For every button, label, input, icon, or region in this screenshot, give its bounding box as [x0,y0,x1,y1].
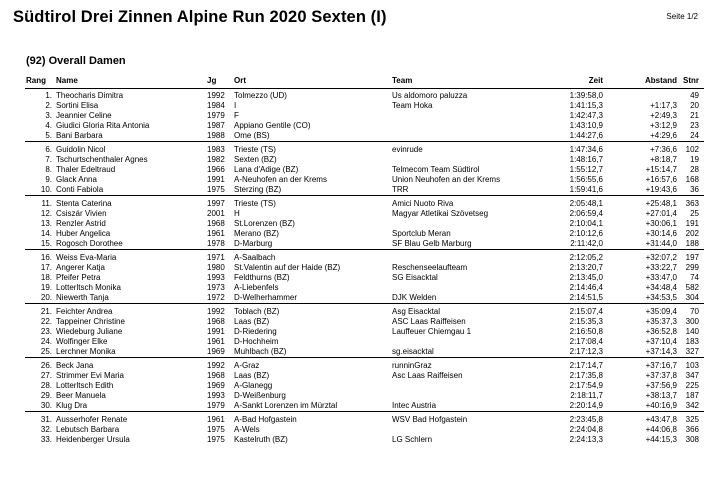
column-header-stnr: Stnr [683,76,699,85]
team-cell: TRR [392,185,409,194]
table-row [0,209,724,219]
location-cell: A-Neuhofen an der Krems [234,175,327,184]
table-row [0,175,724,185]
team-cell: Us aldomoro paluzza [392,91,468,100]
gap-cell: +31:44,0 [645,239,677,248]
bib-cell: 300 [685,317,699,326]
location-cell: Ome (BS) [234,131,270,140]
bib-cell: 183 [685,337,699,346]
bib-cell: 225 [685,381,699,390]
gap-cell: +37:37,8 [645,371,677,380]
rank-cell: 14. [40,229,52,238]
time-cell: 2:20:14,9 [569,401,603,410]
gap-cell: +35:09,4 [645,307,677,316]
name-cell: Wolfinger Elke [56,337,108,346]
table-row [0,145,724,155]
gap-cell: +8:18,7 [650,155,677,164]
table-row [0,253,724,263]
time-cell: 1:56:55,6 [569,175,603,184]
time-cell: 1:43:10,9 [569,121,603,130]
bib-cell: 103 [685,361,699,370]
bib-cell: 49 [690,91,699,100]
gap-cell: +44:06,8 [645,425,677,434]
table-row [0,415,724,425]
name-cell: Rogosch Dorothee [56,239,123,248]
time-cell: 1:47:34,6 [569,145,603,154]
table-row [0,273,724,283]
rank-cell: 19. [40,283,52,292]
team-cell: Asc Laas Raiffeisen [392,371,463,380]
column-header-jg: Jg [207,76,217,85]
gap-cell: +34:48,4 [645,283,677,292]
time-cell: 2:10:12,6 [569,229,603,238]
team-cell: Intec Austria [392,401,437,410]
bib-cell: 325 [685,415,699,424]
team-cell: Telmecom Team Südtirol [392,165,480,174]
bib-cell: 36 [690,185,699,194]
document-title: Südtirol Drei Zinnen Alpine Run 2020 Sexten (I) [13,8,387,26]
table-row [0,317,724,327]
location-cell: A-Glanegg [234,381,273,390]
birth-year-cell: 1993 [207,273,225,282]
name-cell: Wiedeburg Juliane [56,327,123,336]
gap-cell: +37:10,4 [645,337,677,346]
time-cell: 1:39:58,0 [569,91,603,100]
team-cell: evinrude [392,145,423,154]
column-header-rank: Rang [26,76,46,85]
birth-year-cell: 1968 [207,317,225,326]
gap-cell: +37:14,3 [645,347,677,356]
table-row [0,101,724,111]
birth-year-cell: 1982 [207,155,225,164]
bib-cell: 187 [685,391,699,400]
birth-year-cell: 1993 [207,391,225,400]
birth-year-cell: 1991 [207,327,225,336]
table-row [0,307,724,317]
rank-cell: 21. [40,307,52,316]
bib-cell: 140 [685,327,699,336]
location-cell: A-Sankt Lorenzen im Mürztal [234,401,338,410]
rank-cell: 31. [40,415,52,424]
rank-cell: 6. [45,145,52,154]
time-cell: 2:24:13,3 [569,435,603,444]
team-cell: Union Neuhofen an der Krems [392,175,501,184]
table-row [0,185,724,195]
team-cell: WSV Bad Hofgastein [392,415,468,424]
bib-cell: 168 [685,175,699,184]
name-cell: Weiss Eva-Maria [56,253,117,262]
table-row [0,391,724,401]
name-cell: Ausserhofer Renate [56,415,128,424]
team-cell: LG Schlern [392,435,433,444]
bib-cell: 21 [690,111,699,120]
team-cell: ASC Laas Raiffeisen [392,317,466,326]
birth-year-cell: 1978 [207,239,225,248]
table-row [0,381,724,391]
name-cell: Jeannier Celine [56,111,112,120]
rank-cell: 30. [40,401,52,410]
location-cell: Laas (BZ) [234,371,270,380]
bib-cell: 28 [690,165,699,174]
birth-year-cell: 1992 [207,91,225,100]
team-cell: sg.eisacktal [392,347,434,356]
table-row [0,91,724,101]
birth-year-cell: 1975 [207,435,225,444]
time-cell: 2:11:42,0 [570,239,603,248]
gap-cell: +16:57,6 [645,175,677,184]
team-cell: Sportclub Meran [392,229,451,238]
name-cell: Guidolin Nicol [56,145,106,154]
table-row [0,425,724,435]
birth-year-cell: 2001 [207,209,225,218]
name-cell: Feichter Andrea [56,307,113,316]
time-cell: 2:17:08,4 [569,337,603,346]
birth-year-cell: 1971 [207,253,225,262]
bib-cell: 191 [685,219,699,228]
location-cell: Laas (BZ) [234,317,270,326]
rank-cell: 22. [40,317,52,326]
birth-year-cell: 1979 [207,401,225,410]
location-cell: Tolmezzo (UD) [234,91,287,100]
birth-year-cell: 1992 [207,361,225,370]
location-cell: Sterzing (BZ) [234,185,282,194]
name-cell: Theocharis Dimitra [56,91,124,100]
name-cell: Huber Angelica [56,229,111,238]
table-row [0,229,724,239]
location-cell: Appiano Gentile (CO) [234,121,311,130]
column-header-ort: Ort [234,76,246,85]
gap-cell: +30:06,1 [645,219,677,228]
rank-cell: 27. [40,371,52,380]
location-cell: Lana d'Adige (BZ) [234,165,299,174]
name-cell: Thaler Edeltraud [56,165,116,174]
table-row [0,111,724,121]
table-row [0,199,724,209]
bib-cell: 23 [690,121,699,130]
name-cell: Tschurtschenthaler Agnes [56,155,148,164]
table-row [0,283,724,293]
table-row [0,131,724,141]
birth-year-cell: 1975 [207,425,225,434]
bib-cell: 19 [690,155,699,164]
name-cell: Lotterltsch Monika [56,283,121,292]
gap-cell: +27:01,4 [645,209,677,218]
gap-cell: +7:36,6 [650,145,677,154]
location-cell: Sexten (BZ) [234,155,277,164]
category-title: (92) Overall Damen [26,55,126,67]
location-cell: Trieste (TS) [234,199,276,208]
table-row [0,327,724,337]
gap-cell: +34:53,5 [645,293,677,302]
time-cell: 2:17:54,9 [569,381,603,390]
time-cell: 2:14:46,4 [569,283,603,292]
location-cell: Kastelruth (BZ) [234,435,288,444]
name-cell: Bani Barbara [56,131,103,140]
time-cell: 2:17:14,7 [569,361,603,370]
table-row [0,361,724,371]
time-cell: 1:55:12,7 [569,165,603,174]
bib-cell: 347 [685,371,699,380]
time-cell: 2:17:35,8 [569,371,603,380]
table-row [0,219,724,229]
rank-cell: 32. [40,425,52,434]
location-cell: St.Lorenzen (BZ) [234,219,295,228]
rank-cell: 11. [41,199,52,208]
birth-year-cell: 1983 [207,145,225,154]
rank-cell: 16. [40,253,52,262]
location-cell: D-Welherhammer [234,293,297,302]
rank-cell: 15. [40,239,52,248]
rank-cell: 20. [40,293,52,302]
team-cell: Asg Eisacktal [392,307,441,316]
time-cell: 1:48:16,7 [569,155,603,164]
location-cell: A-Saalbach [234,253,276,262]
gap-cell: +15:14,7 [645,165,677,174]
time-cell: 2:15:35,3 [569,317,603,326]
table-row [0,347,724,357]
bib-cell: 342 [685,401,699,410]
time-cell: 2:05:48,1 [569,199,603,208]
rank-cell: 13. [40,219,52,228]
column-header-name: Name [56,76,78,85]
team-cell: DJK Welden [392,293,437,302]
birth-year-cell: 1968 [207,371,225,380]
location-cell: Merano (BZ) [234,229,279,238]
bib-cell: 197 [685,253,699,262]
birth-year-cell: 1966 [207,165,225,174]
gap-cell: +32:07,2 [645,253,677,262]
time-cell: 1:42:47,3 [569,111,603,120]
gap-cell: +35:37,3 [645,317,677,326]
table-row [0,155,724,165]
location-cell: St.Valentin auf der Haide (BZ) [234,263,341,272]
bib-cell: 304 [685,293,699,302]
rank-cell: 29. [40,391,52,400]
location-cell: D-Marburg [234,239,273,248]
name-cell: Conti Fabiola [56,185,104,194]
time-cell: 2:14:51,5 [569,293,603,302]
time-cell: 2:06:59,4 [569,209,603,218]
birth-year-cell: 1984 [207,101,225,110]
gap-cell: +44:15,3 [645,435,677,444]
results-table-header [0,76,724,87]
time-cell: 2:18:11,7 [570,391,603,400]
birth-year-cell: 1991 [207,175,225,184]
bib-cell: 308 [685,435,699,444]
gap-cell: +33:47,0 [645,273,677,282]
name-cell: Lerchner Monika [56,347,116,356]
column-header-zeit: Zeit [588,76,603,85]
rank-cell: 24. [40,337,52,346]
bib-cell: 202 [685,229,699,238]
team-cell: runninGraz [392,361,432,370]
rank-cell: 33. [40,435,52,444]
rank-cell: 23. [40,327,52,336]
name-cell: Stenta Caterina [56,199,112,208]
location-cell: F [234,111,239,120]
birth-year-cell: 1975 [207,185,225,194]
bib-cell: 327 [685,347,699,356]
gap-cell: +33:22,7 [645,263,677,272]
location-cell: H [234,209,240,218]
table-row [0,263,724,273]
rank-cell: 3. [45,111,52,120]
table-row [0,337,724,347]
name-cell: Lotterltsch Edith [56,381,114,390]
birth-year-cell: 1961 [207,337,225,346]
rank-cell: 8. [45,165,52,174]
column-header-abstand: Abstand [645,76,677,85]
gap-cell: +38:13,7 [645,391,677,400]
birth-year-cell: 1997 [207,199,225,208]
rank-cell: 26. [40,361,52,370]
name-cell: Lebutsch Barbara [56,425,120,434]
gap-cell: +4:29,6 [650,131,677,140]
gap-cell: +1:17,3 [650,101,677,110]
name-cell: Csiszár Vivien [56,209,107,218]
gap-cell: +37:16,7 [645,361,677,370]
time-cell: 2:10:04,1 [569,219,603,228]
gap-cell: +40:16,9 [645,401,677,410]
time-cell: 1:59:41,6 [569,185,603,194]
team-cell: Team Hoka [392,101,433,110]
rank-cell: 2. [45,101,52,110]
bib-cell: 74 [690,273,699,282]
location-cell: A-Wels [234,425,260,434]
gap-cell: +43:47,8 [645,415,677,424]
bib-cell: 24 [690,131,699,140]
location-cell: Muhlbach (BZ) [234,347,287,356]
birth-year-cell: 1968 [207,219,225,228]
page-number: Seite 1/2 [666,12,698,21]
name-cell: Niewerth Tanja [56,293,109,302]
name-cell: Klug Dra [56,401,88,410]
bib-cell: 299 [685,263,699,272]
team-cell: SF Blau Gelb Marburg [392,239,472,248]
location-cell: I [234,101,237,110]
location-cell: A-Graz [234,361,260,370]
rank-cell: 17. [40,263,52,272]
time-cell: 2:24:04,8 [569,425,603,434]
location-cell: A-Bad Hofgastein [234,415,297,424]
location-cell: D-Riedering [234,327,277,336]
team-cell: Amici Nuoto Riva [392,199,454,208]
name-cell: Glack Anna [56,175,97,184]
team-cell: Magyar Atletikai Szövetseg [392,209,489,218]
rank-cell: 25. [40,347,52,356]
birth-year-cell: 1969 [207,381,225,390]
table-row [0,121,724,131]
rank-cell: 12. [40,209,52,218]
birth-year-cell: 1980 [207,263,225,272]
location-cell: Feldthurns (BZ) [234,273,290,282]
name-cell: Giudici Gloria Rita Antonia [56,121,150,130]
name-cell: Sortini Elisa [56,101,99,110]
location-cell: A-Liebenfels [234,283,279,292]
gap-cell: +3:12,9 [650,121,677,130]
rank-cell: 9. [45,175,52,184]
time-cell: 2:17:12,3 [569,347,603,356]
gap-cell: +25:48,1 [645,199,677,208]
birth-year-cell: 1988 [207,131,225,140]
birth-year-cell: 1987 [207,121,225,130]
location-cell: D-Weißenburg [234,391,286,400]
name-cell: Heidenberger Ursula [56,435,130,444]
rank-cell: 28. [40,381,52,390]
time-cell: 2:13:20,7 [569,263,603,272]
results-table [0,91,724,445]
name-cell: Renzler Astrid [56,219,106,228]
birth-year-cell: 1969 [207,347,225,356]
table-row [0,239,724,249]
time-cell: 2:23:45,8 [569,415,603,424]
gap-cell: +2:49,3 [650,111,677,120]
name-cell: Strimmer Evi Maria [56,371,125,380]
time-cell: 2:16:50,8 [569,327,603,336]
table-row [0,401,724,411]
time-cell: 2:13:45,0 [569,273,603,282]
rank-cell: 7. [45,155,52,164]
rank-cell: 4. [45,121,52,130]
bib-cell: 25 [690,209,699,218]
birth-year-cell: 1972 [207,293,225,302]
name-cell: Pfeifer Petra [56,273,101,282]
bib-cell: 102 [685,145,699,154]
bib-cell: 363 [685,199,699,208]
team-cell: Reschenseelaufteam [392,263,468,272]
name-cell: Tappeiner Christine [56,317,125,326]
birth-year-cell: 1961 [207,415,225,424]
gap-cell: +37:56,9 [645,381,677,390]
time-cell: 2:12:05,2 [569,253,603,262]
birth-year-cell: 1992 [207,307,225,316]
birth-year-cell: 1973 [207,283,225,292]
gap-cell: +30:14,6 [645,229,677,238]
bib-cell: 582 [685,283,699,292]
team-cell: SG Eisacktal [392,273,438,282]
birth-year-cell: 1961 [207,229,225,238]
location-cell: Toblach (BZ) [234,307,280,316]
header-divider [25,88,704,89]
gap-cell: +36:52,8 [645,327,677,336]
rank-cell: 5. [45,131,52,140]
bib-cell: 188 [685,239,699,248]
location-cell: D-Hochheim [234,337,279,346]
time-cell: 1:41:15,3 [569,101,603,110]
bib-cell: 366 [685,425,699,434]
table-row [0,165,724,175]
time-cell: 2:15:07,4 [569,307,603,316]
table-row [0,435,724,445]
table-row [0,371,724,381]
name-cell: Angerer Katja [56,263,105,272]
bib-cell: 70 [690,307,699,316]
location-cell: Trieste (TS) [234,145,276,154]
table-row [0,293,724,303]
name-cell: Beck Jana [56,361,94,370]
name-cell: Beer Manuela [56,391,106,400]
rank-cell: 18. [40,273,52,282]
rank-cell: 10. [40,185,52,194]
column-header-team: Team [392,76,413,85]
birth-year-cell: 1979 [207,111,225,120]
rank-cell: 1. [45,91,52,100]
time-cell: 1:44:27,6 [569,131,603,140]
gap-cell: +19:43,6 [645,185,677,194]
team-cell: Lauffeuer Chiemgau 1 [392,327,472,336]
bib-cell: 20 [690,101,699,110]
